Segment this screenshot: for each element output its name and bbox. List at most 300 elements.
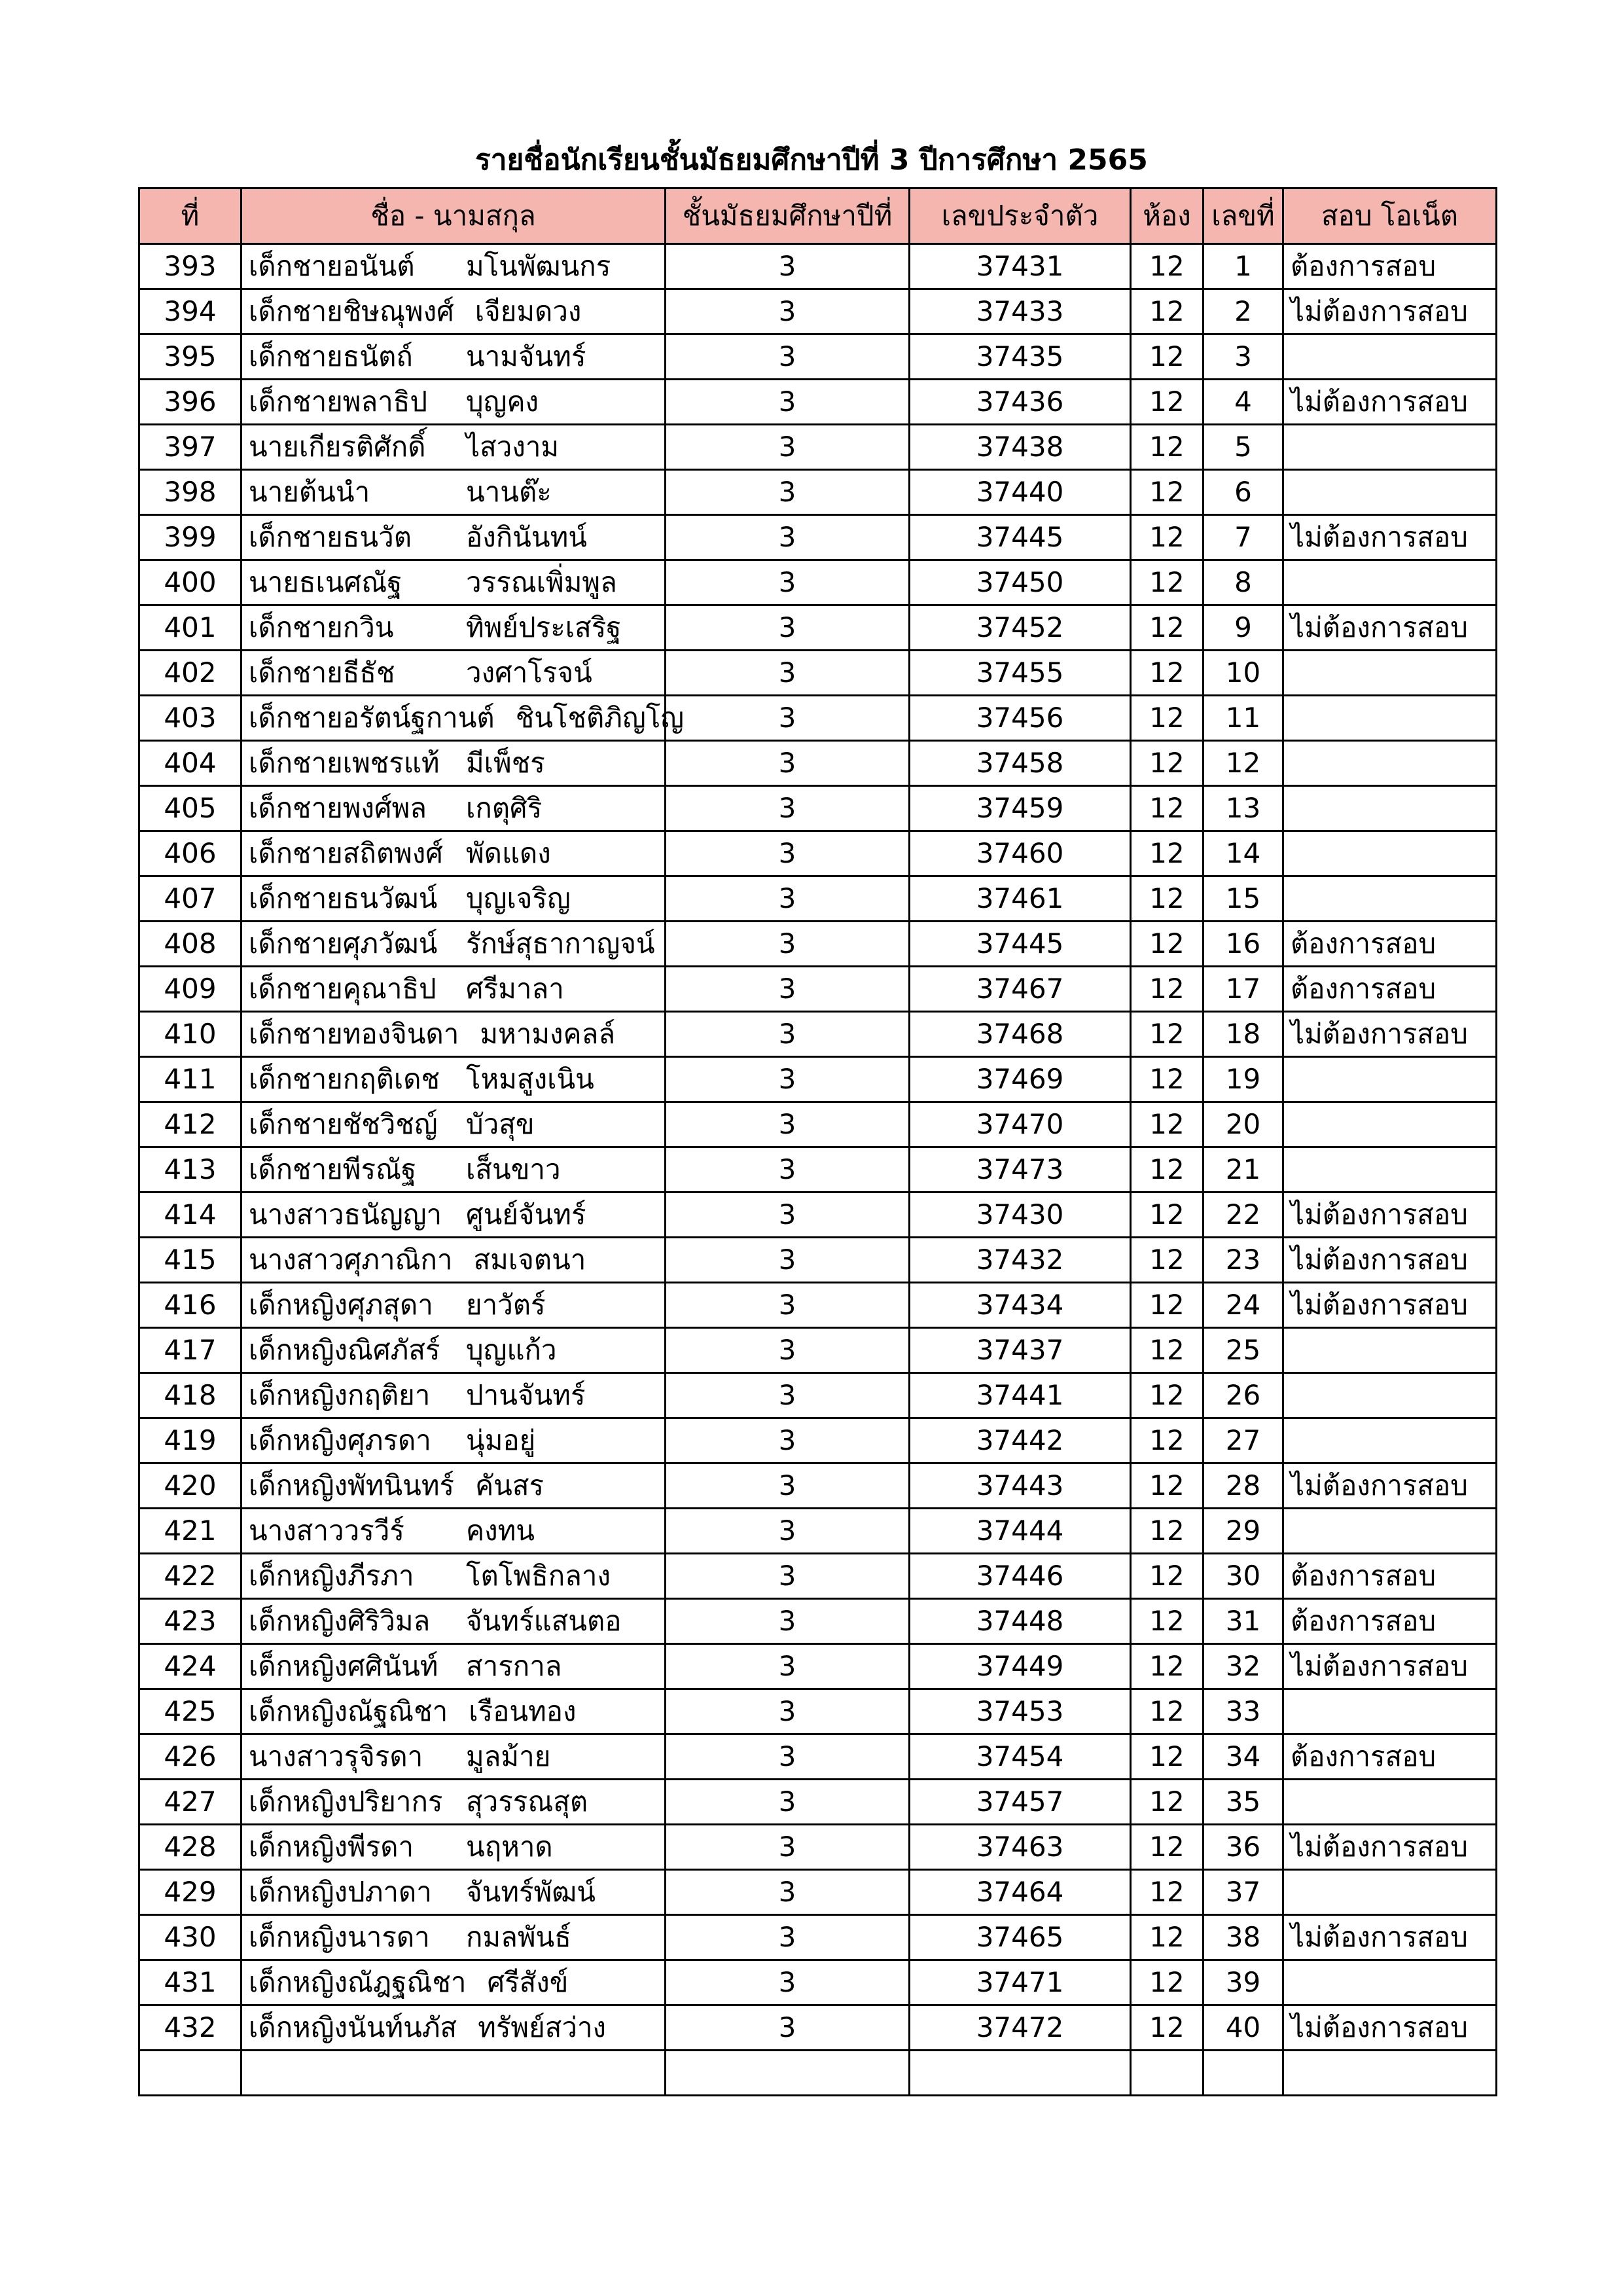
last-name: เจียมดวง xyxy=(474,295,582,327)
cell-grade: 3 xyxy=(666,1102,910,1147)
last-name: คงทน xyxy=(466,1515,535,1547)
cell-room: 12 xyxy=(1131,1825,1204,1870)
cell-onet: ไม่ต้องการสอบ xyxy=(1283,605,1497,651)
cell-onet xyxy=(1283,334,1497,380)
cell-room: 12 xyxy=(1131,515,1204,560)
cell-name xyxy=(241,1238,666,1283)
cell-grade: 3 xyxy=(666,1554,910,1599)
cell-onet xyxy=(1283,741,1497,786)
cell-student-id: 37470 xyxy=(910,1102,1131,1147)
cell-seat: 26 xyxy=(1204,1373,1283,1418)
first-name: นางสาวธนัญญา xyxy=(249,1198,442,1230)
cell-grade: 3 xyxy=(666,605,910,651)
cell-seat: 7 xyxy=(1204,515,1283,560)
first-name: เด็กหญิงนารดา xyxy=(249,1921,430,1953)
cell-name xyxy=(241,470,666,515)
table-row xyxy=(139,1825,1497,1870)
last-name: วงศาโรจน์ xyxy=(466,656,592,689)
first-name: เด็กหญิงปภาดา xyxy=(249,1876,432,1908)
cell-room: 12 xyxy=(1131,334,1204,380)
cell-seat: 13 xyxy=(1204,786,1283,831)
cell-student-id: 37471 xyxy=(910,1960,1131,2005)
last-name: นามจันทร์ xyxy=(466,340,586,372)
table-row xyxy=(139,1509,1497,1554)
cell-grade: 3 xyxy=(666,741,910,786)
cell-room: 12 xyxy=(1131,1689,1204,1734)
cell-seat: 39 xyxy=(1204,1960,1283,2005)
cell-name xyxy=(241,741,666,786)
table-row xyxy=(139,1915,1497,1960)
cell-grade: 3 xyxy=(666,831,910,876)
last-name: บุญเจริญ xyxy=(466,882,571,914)
header-name: ชื่อ - นามสกุล xyxy=(241,188,666,244)
last-name: ยาวัตร์ xyxy=(466,1289,546,1321)
cell-onet xyxy=(1283,1780,1497,1825)
last-name: จันทร์พัฒน์ xyxy=(466,1876,596,1908)
cell-student-id: 37440 xyxy=(910,470,1131,515)
cell-seat: 35 xyxy=(1204,1780,1283,1825)
cell-seat: 2 xyxy=(1204,289,1283,334)
first-name: เด็กชายกฤติเดช xyxy=(249,1063,440,1095)
cell-grade: 3 xyxy=(666,651,910,696)
first-name: เด็กชายชัชวิชญ์ xyxy=(249,1108,438,1140)
cell-no: 393 xyxy=(139,244,241,289)
cell-seat: 10 xyxy=(1204,651,1283,696)
cell-name xyxy=(241,831,666,876)
cell-room: 12 xyxy=(1131,605,1204,651)
cell-grade: 3 xyxy=(666,1960,910,2005)
cell-room: 12 xyxy=(1131,1870,1204,1915)
last-name: นุ่มอยู่ xyxy=(466,1424,536,1456)
cell-grade: 3 xyxy=(666,1373,910,1418)
first-name: เด็กชายเพชรแท้ xyxy=(249,747,440,779)
table-row xyxy=(139,1644,1497,1689)
table-row xyxy=(139,1373,1497,1418)
cell-onet: ไม่ต้องการสอบ xyxy=(1283,1644,1497,1689)
header-student-id: เลขประจำตัว xyxy=(910,188,1131,244)
cell-seat: 20 xyxy=(1204,1102,1283,1147)
cell-name xyxy=(241,1780,666,1825)
table-body xyxy=(139,244,1497,2096)
last-name: พัดแดง xyxy=(466,837,551,869)
last-name: มูลม้าย xyxy=(466,1740,551,1772)
last-name: รักษ์สุธากาญจน์ xyxy=(466,927,655,960)
cell-student-id: 37459 xyxy=(910,786,1131,831)
page-title: รายชื่อนักเรียนชั้นมัธยมศึกษาปีที่ 3 ปีการศึกษา 2565 xyxy=(475,143,1148,177)
cell-grade: 3 xyxy=(666,922,910,967)
cell-grade: 3 xyxy=(666,1238,910,1283)
cell-no: 403 xyxy=(139,696,241,741)
cell-student-id: 37457 xyxy=(910,1780,1131,1825)
first-name: เด็กชายชิษณุพงศ์ xyxy=(249,295,454,327)
cell-onet: ต้องการสอบ xyxy=(1283,244,1497,289)
cell-name xyxy=(241,1193,666,1238)
cell-name xyxy=(241,876,666,922)
cell-onet xyxy=(1283,1147,1497,1193)
last-name: นานต๊ะ xyxy=(466,476,552,508)
cell-student-id: 37438 xyxy=(910,425,1131,470)
cell-grade: 3 xyxy=(666,1193,910,1238)
cell-onet: ไม่ต้องการสอบ xyxy=(1283,289,1497,334)
cell-student-id: 37465 xyxy=(910,1915,1131,1960)
first-name: เด็กหญิงศิริวิมล xyxy=(249,1605,431,1637)
last-name: สุวรรณสุต xyxy=(466,1785,588,1818)
cell-no: 399 xyxy=(139,515,241,560)
cell-no: 409 xyxy=(139,967,241,1012)
cell-no: 429 xyxy=(139,1870,241,1915)
first-name: เด็กชายธนวัต xyxy=(249,521,412,553)
first-name: เด็กชายสถิตพงศ์ xyxy=(249,837,443,869)
cell-grade: 3 xyxy=(666,1689,910,1734)
cell-student-id: 37444 xyxy=(910,1509,1131,1554)
header-onet: สอบ โอเน็ต xyxy=(1283,188,1497,244)
cell-seat: 30 xyxy=(1204,1554,1283,1599)
cell-seat: 40 xyxy=(1204,2005,1283,2051)
cell-grade: 3 xyxy=(666,515,910,560)
table-row xyxy=(139,1283,1497,1328)
cell-name xyxy=(241,1689,666,1734)
cell-seat: 3 xyxy=(1204,334,1283,380)
table-row xyxy=(139,741,1497,786)
table-row xyxy=(139,425,1497,470)
cell-student-id: 37464 xyxy=(910,1870,1131,1915)
cell-grade: 3 xyxy=(666,1915,910,1960)
cell-room: 12 xyxy=(1131,2005,1204,2051)
cell-room: 12 xyxy=(1131,1960,1204,2005)
cell-grade: 3 xyxy=(666,1147,910,1193)
table-row xyxy=(139,651,1497,696)
cell-name xyxy=(241,1012,666,1057)
cell-onet xyxy=(1283,1870,1497,1915)
first-name: เด็กชายพีรณัฐ xyxy=(249,1153,417,1185)
cell-student-id: 37445 xyxy=(910,515,1131,560)
first-name: เด็กชายคุณาธิป xyxy=(249,973,437,1005)
cell-onet: ไม่ต้องการสอบ xyxy=(1283,515,1497,560)
cell-seat: 21 xyxy=(1204,1147,1283,1193)
cell-room: 12 xyxy=(1131,831,1204,876)
table-row xyxy=(139,380,1497,425)
cell-name xyxy=(241,334,666,380)
cell-grade: 3 xyxy=(666,289,910,334)
cell-student-id: 37436 xyxy=(910,380,1131,425)
table-row xyxy=(139,1012,1497,1057)
last-name: มหามงคลล์ xyxy=(480,1018,616,1050)
cell-onet xyxy=(1283,560,1497,605)
cell-no: 406 xyxy=(139,831,241,876)
cell-name xyxy=(241,425,666,470)
table-row xyxy=(139,1238,1497,1283)
cell-room: 12 xyxy=(1131,1734,1204,1780)
cell-seat: 1 xyxy=(1204,244,1283,289)
cell-onet xyxy=(1283,1418,1497,1463)
cell-onet xyxy=(1283,696,1497,741)
cell-grade: 3 xyxy=(666,876,910,922)
table-row xyxy=(139,560,1497,605)
cell-no: 419 xyxy=(139,1418,241,1463)
cell-room: 12 xyxy=(1131,1147,1204,1193)
cell-seat: 6 xyxy=(1204,470,1283,515)
cell-grade: 3 xyxy=(666,1870,910,1915)
table-row xyxy=(139,1870,1497,1915)
first-name: เด็กหญิงภีรภา xyxy=(249,1560,414,1592)
first-name: เด็กหญิงกฤติยา xyxy=(249,1379,431,1411)
cell-seat: 38 xyxy=(1204,1915,1283,1960)
cell-onet xyxy=(1283,1689,1497,1734)
cell-grade: 3 xyxy=(666,1328,910,1373)
table-row xyxy=(139,967,1497,1012)
table-row xyxy=(139,1418,1497,1463)
table-row xyxy=(139,1599,1497,1644)
cell-name xyxy=(241,1960,666,2005)
first-name: เด็กชายธนัตถ์ xyxy=(249,340,413,372)
first-name: เด็กชายพงศ์พล xyxy=(249,792,427,824)
cell-seat: 32 xyxy=(1204,1644,1283,1689)
cell-no: 394 xyxy=(139,289,241,334)
cell-seat: 8 xyxy=(1204,560,1283,605)
cell-seat: 18 xyxy=(1204,1012,1283,1057)
cell-name xyxy=(241,651,666,696)
last-name: อังกินันทน์ xyxy=(466,521,587,553)
cell-onet xyxy=(1283,831,1497,876)
cell-student-id: 37448 xyxy=(910,1599,1131,1644)
cell-seat: 23 xyxy=(1204,1238,1283,1283)
cell-no: 397 xyxy=(139,425,241,470)
cell-no: 413 xyxy=(139,1147,241,1193)
table-row xyxy=(139,1102,1497,1147)
empty-cell xyxy=(139,2051,241,2096)
cell-room: 12 xyxy=(1131,1780,1204,1825)
cell-no: 416 xyxy=(139,1283,241,1328)
cell-no: 417 xyxy=(139,1328,241,1373)
cell-grade: 3 xyxy=(666,967,910,1012)
cell-student-id: 37437 xyxy=(910,1328,1131,1373)
cell-grade: 3 xyxy=(666,425,910,470)
last-name: คันสร xyxy=(475,1469,544,1501)
cell-no: 408 xyxy=(139,922,241,967)
first-name: เด็กหญิงปริยากร xyxy=(249,1785,443,1818)
cell-onet: ไม่ต้องการสอบ xyxy=(1283,1825,1497,1870)
last-name: ศรีมาลา xyxy=(466,973,564,1005)
cell-onet: ไม่ต้องการสอบ xyxy=(1283,1238,1497,1283)
table-row xyxy=(139,786,1497,831)
table-row xyxy=(139,1780,1497,1825)
cell-name xyxy=(241,515,666,560)
first-name: เด็กชายอรัตน์ฐกานต์ xyxy=(249,702,495,734)
cell-no: 431 xyxy=(139,1960,241,2005)
first-name: เด็กหญิงศุภสุดา xyxy=(249,1289,433,1321)
cell-name xyxy=(241,244,666,289)
cell-seat: 25 xyxy=(1204,1328,1283,1373)
last-name: โหมสูงเนิน xyxy=(466,1063,594,1095)
cell-onet: ไม่ต้องการสอบ xyxy=(1283,1193,1497,1238)
cell-no: 430 xyxy=(139,1915,241,1960)
cell-seat: 24 xyxy=(1204,1283,1283,1328)
cell-student-id: 37455 xyxy=(910,651,1131,696)
last-name: ศรีสังข์ xyxy=(487,1966,569,1998)
table-row xyxy=(139,1463,1497,1509)
first-name: เด็กหญิงณัฎฐณิชา xyxy=(249,1966,467,1998)
table-row xyxy=(139,1960,1497,2005)
first-name: เด็กชายอนันต์ xyxy=(249,250,415,282)
cell-onet xyxy=(1283,1373,1497,1418)
cell-no: 412 xyxy=(139,1102,241,1147)
table-row xyxy=(139,876,1497,922)
cell-name xyxy=(241,1418,666,1463)
cell-student-id: 37435 xyxy=(910,334,1131,380)
cell-no: 423 xyxy=(139,1599,241,1644)
cell-room: 12 xyxy=(1131,786,1204,831)
last-name: บัวสุข xyxy=(466,1108,535,1140)
cell-student-id: 37431 xyxy=(910,244,1131,289)
last-name: มโนพัฒนกร xyxy=(466,250,611,282)
table-row xyxy=(139,922,1497,967)
cell-room: 12 xyxy=(1131,560,1204,605)
table-row xyxy=(139,1147,1497,1193)
first-name: เด็กชายศุภวัฒน์ xyxy=(249,927,438,960)
cell-onet: ต้องการสอบ xyxy=(1283,1554,1497,1599)
cell-name xyxy=(241,1283,666,1328)
cell-seat: 19 xyxy=(1204,1057,1283,1102)
cell-seat: 14 xyxy=(1204,831,1283,876)
cell-onet: ไม่ต้องการสอบ xyxy=(1283,2005,1497,2051)
cell-student-id: 37446 xyxy=(910,1554,1131,1599)
cell-name xyxy=(241,605,666,651)
cell-room: 12 xyxy=(1131,1102,1204,1147)
empty-cell xyxy=(241,2051,666,2096)
first-name: เด็กชายธนวัฒน์ xyxy=(249,882,438,914)
cell-name xyxy=(241,1057,666,1102)
cell-no: 418 xyxy=(139,1373,241,1418)
cell-room: 12 xyxy=(1131,425,1204,470)
cell-grade: 3 xyxy=(666,1734,910,1780)
cell-name xyxy=(241,967,666,1012)
cell-room: 12 xyxy=(1131,741,1204,786)
last-name: บุญคง xyxy=(466,386,539,418)
cell-grade: 3 xyxy=(666,470,910,515)
cell-seat: 37 xyxy=(1204,1870,1283,1915)
cell-seat: 5 xyxy=(1204,425,1283,470)
header-seat: เลขที่ xyxy=(1204,188,1283,244)
cell-onet: ไม่ต้องการสอบ xyxy=(1283,1012,1497,1057)
cell-grade: 3 xyxy=(666,1418,910,1463)
cell-seat: 36 xyxy=(1204,1825,1283,1870)
cell-room: 12 xyxy=(1131,1599,1204,1644)
cell-seat: 34 xyxy=(1204,1734,1283,1780)
cell-onet xyxy=(1283,470,1497,515)
cell-grade: 3 xyxy=(666,1780,910,1825)
cell-grade: 3 xyxy=(666,1599,910,1644)
cell-no: 401 xyxy=(139,605,241,651)
table-row xyxy=(139,244,1497,289)
cell-room: 12 xyxy=(1131,1554,1204,1599)
cell-room: 12 xyxy=(1131,1238,1204,1283)
cell-room: 12 xyxy=(1131,651,1204,696)
empty-cell xyxy=(910,2051,1131,2096)
cell-no: 428 xyxy=(139,1825,241,1870)
cell-student-id: 37467 xyxy=(910,967,1131,1012)
cell-student-id: 37443 xyxy=(910,1463,1131,1509)
header-no: ที่ xyxy=(139,188,241,244)
cell-no: 404 xyxy=(139,741,241,786)
last-name: กมลพันธ์ xyxy=(466,1921,571,1953)
last-name: ทิพย์ประเสริฐ xyxy=(466,611,622,643)
last-name: โตโพธิกลาง xyxy=(466,1560,611,1592)
cell-student-id: 37442 xyxy=(910,1418,1131,1463)
table-row xyxy=(139,1734,1497,1780)
cell-grade: 3 xyxy=(666,334,910,380)
cell-no: 398 xyxy=(139,470,241,515)
first-name: เด็กหญิงพัทนินทร์ xyxy=(249,1469,455,1501)
cell-student-id: 37441 xyxy=(910,1373,1131,1418)
cell-student-id: 37463 xyxy=(910,1825,1131,1870)
cell-name xyxy=(241,1147,666,1193)
cell-seat: 27 xyxy=(1204,1418,1283,1463)
last-name: บุญแก้ว xyxy=(466,1334,557,1366)
cell-onet xyxy=(1283,425,1497,470)
last-name: ศูนย์จันทร์ xyxy=(466,1198,586,1230)
table-row xyxy=(139,334,1497,380)
table-row xyxy=(139,1328,1497,1373)
empty-cell xyxy=(1204,2051,1283,2096)
cell-room: 12 xyxy=(1131,922,1204,967)
cell-grade: 3 xyxy=(666,244,910,289)
cell-student-id: 37472 xyxy=(910,2005,1131,2051)
cell-room: 12 xyxy=(1131,696,1204,741)
cell-grade: 3 xyxy=(666,696,910,741)
last-name: ไสวงาม xyxy=(466,431,560,463)
cell-name xyxy=(241,1825,666,1870)
cell-student-id: 37458 xyxy=(910,741,1131,786)
cell-name xyxy=(241,1102,666,1147)
first-name: เด็กหญิงศุภรดา xyxy=(249,1424,431,1456)
cell-no: 427 xyxy=(139,1780,241,1825)
empty-cell xyxy=(666,2051,910,2096)
cell-name xyxy=(241,1870,666,1915)
cell-onet: ต้องการสอบ xyxy=(1283,1734,1497,1780)
cell-student-id: 37460 xyxy=(910,831,1131,876)
cell-student-id: 37450 xyxy=(910,560,1131,605)
cell-seat: 4 xyxy=(1204,380,1283,425)
cell-room: 12 xyxy=(1131,967,1204,1012)
cell-name xyxy=(241,1328,666,1373)
header-room: ห้อง xyxy=(1131,188,1204,244)
cell-student-id: 37461 xyxy=(910,876,1131,922)
cell-name xyxy=(241,1599,666,1644)
cell-no: 414 xyxy=(139,1193,241,1238)
cell-student-id: 37434 xyxy=(910,1283,1131,1328)
cell-onet xyxy=(1283,1509,1497,1554)
cell-no: 400 xyxy=(139,560,241,605)
first-name: เด็กหญิงพีรดา xyxy=(249,1831,414,1863)
cell-name xyxy=(241,560,666,605)
first-name: นายต้นนำ xyxy=(249,476,370,508)
empty-cell xyxy=(1283,2051,1497,2096)
first-name: เด็กหญิงนันท์นภัส xyxy=(249,2011,457,2043)
cell-student-id: 37449 xyxy=(910,1644,1131,1689)
cell-onet xyxy=(1283,651,1497,696)
cell-no: 396 xyxy=(139,380,241,425)
cell-grade: 3 xyxy=(666,2005,910,2051)
table-row xyxy=(139,1057,1497,1102)
first-name: นายธเนศณัฐ xyxy=(249,566,402,598)
first-name: นางสาวรุจิรดา xyxy=(249,1740,423,1772)
cell-no: 415 xyxy=(139,1238,241,1283)
last-name: มีเพ็ชร xyxy=(466,747,545,779)
cell-name xyxy=(241,1915,666,1960)
cell-name xyxy=(241,1554,666,1599)
cell-seat: 22 xyxy=(1204,1193,1283,1238)
cell-seat: 28 xyxy=(1204,1463,1283,1509)
